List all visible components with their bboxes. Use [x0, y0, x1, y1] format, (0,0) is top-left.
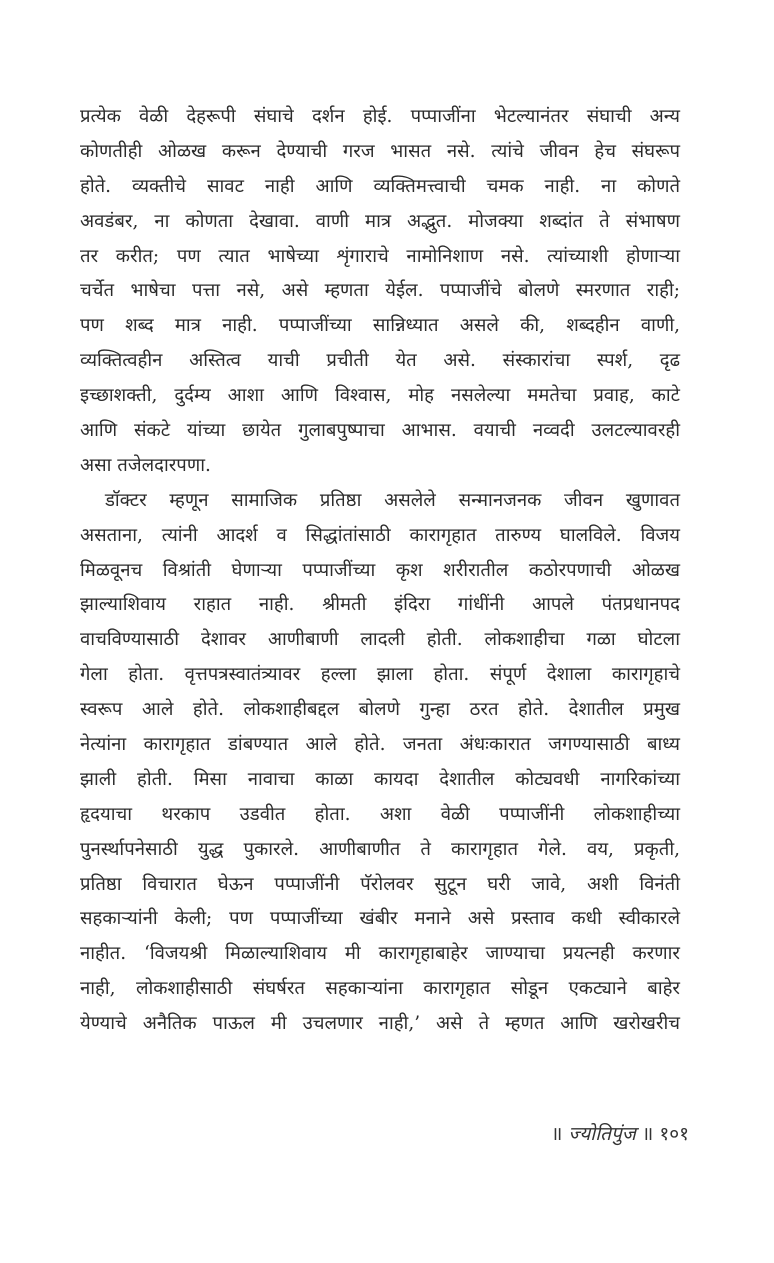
text-line: नाहीत. ‘विजयश्री मिळाल्याशिवाय मी कारागृहाबाहेर जाण्याचा प्रयत्नही करणार: [80, 943, 680, 965]
text-line: पुनर्स्थापनेसाठी युद्ध पुकारले. आणीबाणीत ते कारागृहात गेले. वय, प्रकृती,: [80, 838, 680, 860]
text-line: आणि संकटे यांच्या छायेत गुलाबपुष्पाचा आभास. वयाची नव्वदी उलटल्यावरही: [80, 420, 680, 442]
paragraph-2: [80, 484, 680, 1042]
text-line: नेत्यांना कारागृहात डांबण्यात आले होते. जनता अंधःकारात जगण्यासाठी बाध्य: [80, 734, 680, 756]
text-line: नाही, लोकशाहीसाठी संघर्षरत सहकाऱ्यांना कारागृहात सोडून एकट्याने बाहेर: [80, 978, 680, 1000]
text-line: स्वरूप आले होते. लोकशाहीबद्दल बोलणे गुन्हा ठरत होते. देशातील प्रमुख: [80, 699, 680, 721]
text-line: असा तजेलदारपणा.: [80, 454, 211, 476]
paragraph-1: [80, 100, 680, 484]
footer-ornament-right: ॥: [641, 1123, 654, 1145]
text-line: सहकाऱ्यांनी केली; पण पप्पाजींच्या खंबीर मनाने असे प्रस्ताव कधी स्वीकारले: [80, 908, 680, 930]
text-line: गेला होता. वृत्तपत्रस्वातंत्र्यावर हल्ला झाला होता. संपूर्ण देशाला कारागृहाचे: [80, 664, 680, 686]
text-line: डॉक्टर म्हणून सामाजिक प्रतिष्ठा असलेले सन्मानजनक जीवन खुणावत: [105, 489, 680, 511]
text-line: अवडंबर, ना कोणता देखावा. वाणी मात्र अद्भुत. मोजक्या शब्दांत ते संभाषण: [80, 210, 680, 232]
text-line: कोणतीही ओळख करून देण्याची गरज भासत नसे. त्यांचे जीवन हेच संघरूप: [80, 140, 680, 162]
footer-ornament-left: ॥: [550, 1123, 563, 1145]
text-line: झाली होती. मिसा नावाचा काळा कायदा देशातील कोट्यवधी नागरिकांच्या: [80, 768, 681, 790]
text-line: मिळवूनच विश्रांती घेणाऱ्या पप्पाजींच्या कृश शरीरातील कठोरपणाची ओळख: [80, 559, 680, 581]
text-line: येण्याचे अनैतिक पाऊल मी उचलणार नाही,’ असे ते म्हणत आणि खरोखरीच: [80, 1013, 680, 1035]
text-line: प्रतिष्ठा विचारात घेऊन पप्पाजींनी पॅरोलवर सुटून घरी जावे, अशी विनंती: [80, 873, 680, 895]
text-line: प्रत्येक वेळी देहरूपी संघाचे दर्शन होई. पप्पाजींना भेटल्यानंतर संघाची अन्य: [80, 106, 680, 127]
text-line: हृदयाचा थरकाप उडवीत होता. अशा वेळी पप्पाजींनी लोकशाहीच्या: [80, 803, 680, 825]
page-footer: [551, 1120, 689, 1146]
text-line: होते. व्यक्तीचे सावट नाही आणि व्यक्तिमत्त्वाची चमक नाही. ना कोणते: [80, 175, 680, 197]
text-line: पण शब्द मात्र नाही. पप्पाजींच्या सान्निध्यात असले की, शब्दहीन वाणी,: [80, 315, 680, 337]
text-line: असताना, त्यांनी आदर्श व सिद्धांतांसाठी कारागृहात तारुण्य घालविले. विजय: [80, 524, 680, 546]
book-title: ज्योतिपुंज: [568, 1123, 636, 1145]
text-line: चर्चेत भाषेचा पत्ता नसे, असे म्हणता येईल. पप्पाजींचे बोलणे स्मरणात राही;: [80, 280, 680, 302]
body-text: [80, 100, 680, 1042]
text-line: झाल्याशिवाय राहात नाही. श्रीमती इंदिरा गांधींनी आपले पंतप्रधानपद: [80, 594, 680, 616]
text-line: इच्छाशक्ती, दुर्दम्य आशा आणि विश्वास, मोह नसलेल्या ममतेचा प्रवाह, काटे: [80, 385, 680, 407]
text-line: वाचविण्यासाठी देशावर आणीबाणी लादली होती. लोकशाहीचा गळा घोटला: [80, 629, 680, 651]
page-number: १०१: [659, 1123, 689, 1145]
text-line: व्यक्तित्वहीन अस्तित्व याची प्रचीती येत असे. संस्कारांचा स्पर्श, दृढ: [80, 350, 680, 372]
text-line: तर करीत; पण त्यात भाषेच्या शृंगाराचे नामोनिशाण नसे. त्यांच्याशी होणाऱ्या: [80, 245, 680, 267]
